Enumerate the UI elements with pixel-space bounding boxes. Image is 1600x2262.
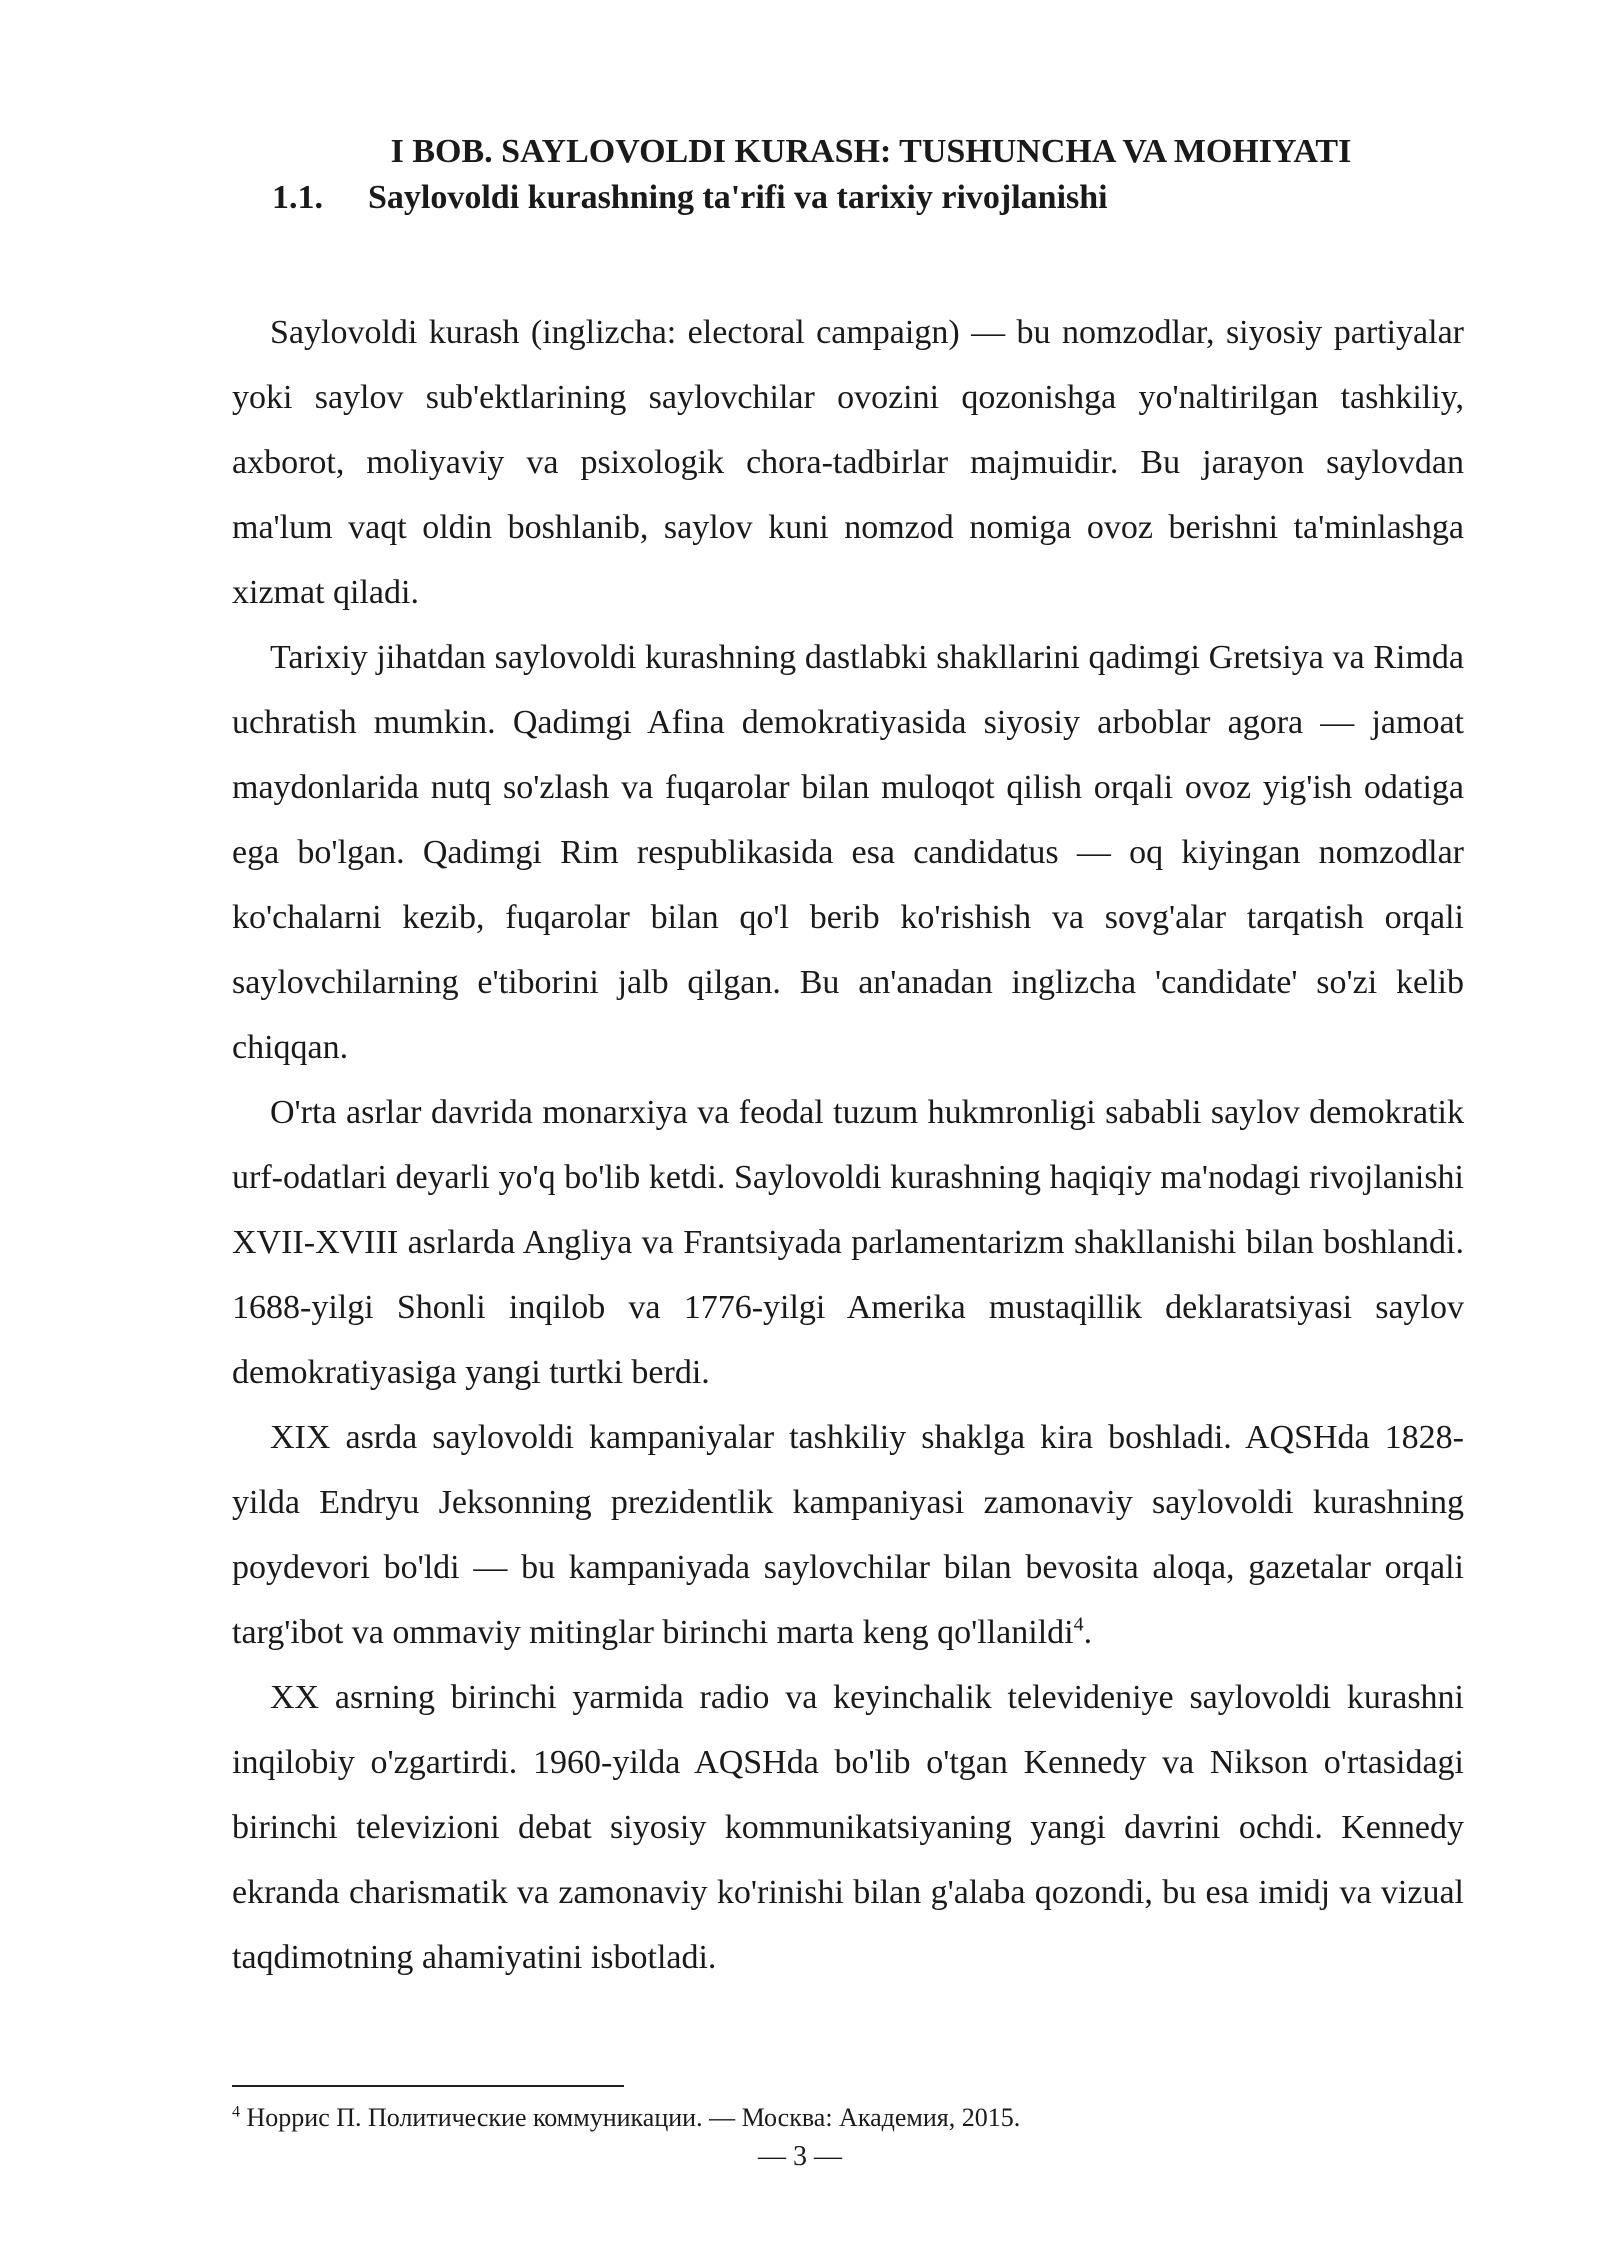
footnote-reference[interactable]: 4	[1073, 1613, 1084, 1636]
footnote	[232, 2102, 1020, 2134]
paragraph-2: Tarixiy jihatdan saylovoldi kurashning dastlabki shakllarini qadimgi Gretsiya va Rimda uchratish mumkin. Qadimgi Afina demokratiyasida siyosiy arboblar agora — jamoat maydonlarida nutq so'zlash va fuqarolar bilan muloqot qilish orqali ovoz yig'ish odatiga ega bo'lgan. Qadimgi Rim respublikasida esa candidatus — oq kiyingan nomzodlar ko'chalarni kezib, fuqarolar bilan qo'l berib ko'rishish va sovg'alar tarqatish orqali saylovchilarning e'tiborini jalb qilgan. Bu an'anadan inglizcha 'candidate' so'zi kelib chiqqan.	[232, 639, 1464, 1066]
body-text	[232, 300, 1464, 1990]
footnote-divider	[232, 2085, 624, 2087]
paragraph-3: O'rta asrlar davrida monarxiya va feodal tuzum hukmronligi sababli saylov demokratik urf-odatlari deyarli yo'q bo'lib ketdi. Saylovoldi kurashning haqiqiy ma'nodagi rivojlanishi XVII-XVIII asrlarda Angliya va Frantsiyada parlamentarizm shakllanishi bilan boshlandi. 1688-yilgi Shonli inqilob va 1776-yilgi Amerika mustaqillik deklaratsiyasi saylov demokratiyasiga yangi turtki berdi.	[232, 1094, 1464, 1391]
paragraph-4-end: .	[1083, 1614, 1093, 1651]
chapter-title: I BOB. SAYLOVOLDI KURASH: TUSHUNCHA VA MOHIYATI	[390, 133, 1352, 170]
footnote-marker: 4	[232, 2103, 240, 2121]
paragraph-1: Saylovoldi kurash (inglizcha: electoral campaign) — bu nomzodlar, siyosiy partiyalar yoki saylov sub'ektlarining saylovchilar ovozini qozonishga yo'naltirilgan tashkiliy, axborot, moliyaviy va psixologik chora-tadbirlar majmuidir. Bu jarayon saylovdan ma'lum vaqt oldin boshlanib, saylov kuni nomzod nomiga ovoz berishni ta'minlashga xizmat qiladi.	[232, 314, 1464, 611]
paragraph-4	[232, 1405, 1464, 1665]
paragraph-4-text: XIX asrda saylovoldi kampaniyalar tashkiliy shaklga kira boshladi. AQSHda 1828-yilda Endryu Jeksonning prezidentlik kampaniyasi zamonaviy saylovoldi kurashning poydevori bo'ldi — bu kampaniyada saylovchilar bilan bevosita aloqa, gazetalar orqali targ'ibot va ommaviy mitinglar birinchi marta keng qo'llanildi	[232, 1419, 1464, 1651]
footnote-text: Норрис П. Политические коммуникации. — Москва: Академия, 2015.	[246, 2103, 1021, 2132]
section-heading	[272, 176, 1464, 220]
document-page	[232, 130, 1464, 1990]
paragraph-5: XX asrning birinchi yarmida radio va keyinchalik televideniye saylovoldi kurashni inqilobiy o'zgartirdi. 1960-yilda AQSHda bo'lib o'tgan Kennedy va Nikson o'rtasidagi birinchi televizioni debat siyosiy kommunikatsiyaning yangi davrini ochdi. Kennedy ekranda charismatik va zamonaviy ko'rinishi bilan g'alaba qozondi, bu esa imidj va vizual taqdimotning ahamiyatini isbotladi.	[232, 1679, 1464, 1976]
section-number: 1.1.	[272, 179, 323, 216]
section-title: Saylovoldi kurashning ta'rifi va tarixiy rivojlanishi	[368, 179, 1108, 216]
page-number: — 3 —	[758, 2141, 842, 2172]
